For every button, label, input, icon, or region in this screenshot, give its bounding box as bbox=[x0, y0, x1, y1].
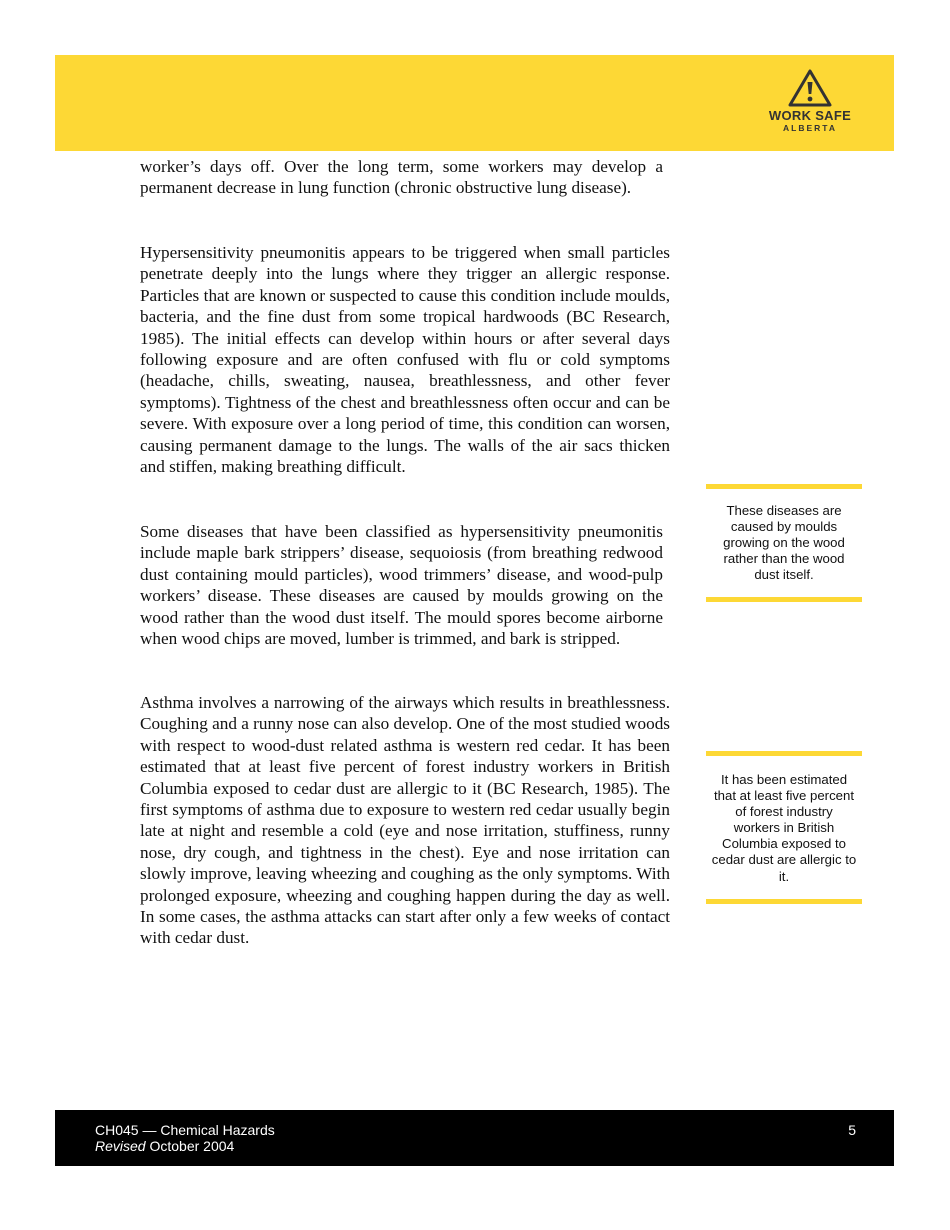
body-paragraph: Asthma involves a narrowing of the airways which results in breathlessness. Coughing and a runny nose can also develop. One of the most studied woods with respect to wood-dust related asthma is western red cedar. It has been estimated that at least five percent of forest industry workers in British Columbia exposed to cedar dust are allergic to it (BC Research, 1985). The first symptoms of asthma due to exposure to western red cedar usually begin late at night and resemble a cold (eye and nose irritation, stuffiness, runny nose, dry cough, and tightness in the chest). Eye and nose irritation can slowly improve, leaving wheezing and coughing as the only symptoms. With prolonged exposure, wheezing and coughing happen during the day as well. In some cases, the asthma attacks can start after only a few weeks of contact with cedar dust. bbox=[140, 693, 670, 948]
footer-doc-title: CH045 — Chemical Hazards bbox=[95, 1122, 275, 1138]
footer-revised-date: October 2004 bbox=[149, 1138, 235, 1154]
sidebar-callout bbox=[706, 751, 862, 904]
callout-text: These diseases are caused by moulds growing on the wood rather than the wood dust itself. bbox=[723, 503, 845, 583]
logo-text-work-safe: WORK SAFE bbox=[768, 108, 852, 123]
footer-doc-info bbox=[95, 1122, 275, 1154]
footer-revised-label: Revised bbox=[95, 1138, 146, 1154]
body-paragraph: Some diseases that have been classified as hypersensitivity pneumonitis include maple bark strippers’ disease, sequoiosis (from breathing redwood dust containing mould particles), wood trimmers’ disease, and wood-pulp workers’ disease. These diseases are caused by moulds growing on the wood rather than the wood dust itself. The mould spores become airborne when wood chips are moved, lumber is trimmed, and bark is stripped. bbox=[140, 522, 663, 649]
warning-triangle-icon bbox=[787, 68, 833, 108]
footer-band bbox=[55, 1110, 894, 1166]
callout-text: It has been estimated that at least five percent of forest industry workers in British Columbia exposed to cedar dust are allergic to it. bbox=[711, 772, 857, 884]
sidebar-callout bbox=[706, 484, 862, 602]
logo-text-alberta: ALBERTA bbox=[783, 123, 837, 133]
body-paragraph: worker’s days off. Over the long term, some workers may develop a permanent decrease in lung function (chronic obstructive lung disease). bbox=[140, 157, 663, 198]
page-number: 5 bbox=[848, 1122, 856, 1138]
footer-revision bbox=[95, 1138, 275, 1154]
work-safe-alberta-logo bbox=[752, 68, 868, 144]
body-paragraph: Hypersensitivity pneumonitis appears to be triggered when small particles penetrate deeply into the lungs where they trigger an allergic response. Particles that are known or suspected to cause this condition include moulds, bacteria, and the fine dust from some tropical hardwoods (BC Research, 1985). The initial effects can develop within hours or after several days following exposure and are often confused with flu or cold symptoms (headache, chills, sweating, nausea, breathlessness, and other fever symptoms). Tightness of the chest and breathlessness often occur and can be severe. With exposure over a long period of time, this condition can worsen, causing permanent damage to the lungs. The walls of the air sacs thicken and stiffen, making breathing difficult. bbox=[140, 243, 670, 477]
